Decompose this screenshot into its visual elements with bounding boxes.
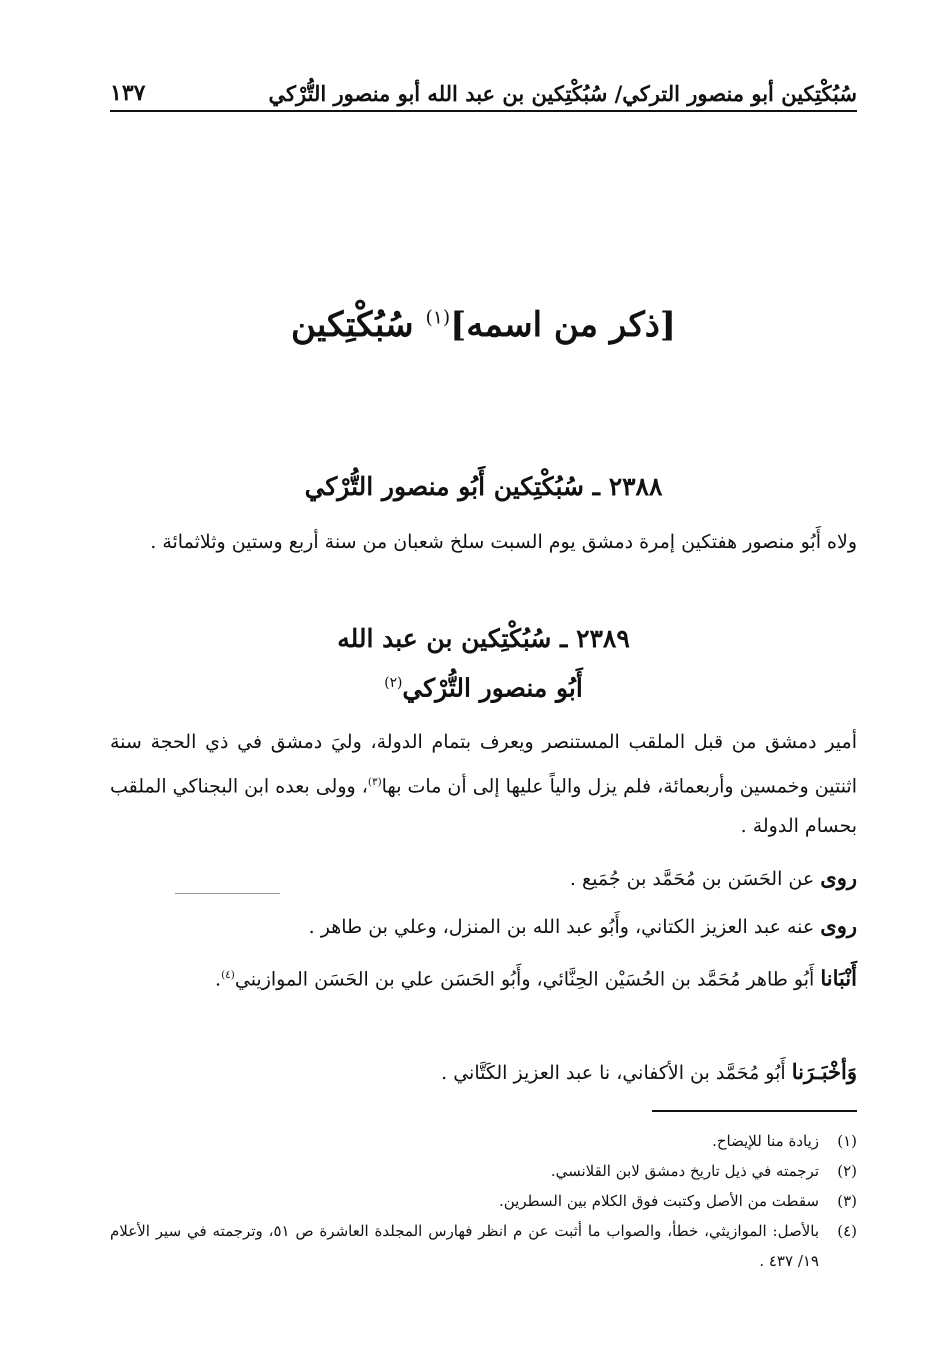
paragraph <box>110 722 857 846</box>
paragraph: ولاه أَبُو منصور هفتكين إمرة دمشق يوم السبت سلخ شعبان من سنة أربع وستين وثلاثمائة . <box>150 531 857 553</box>
footnote-text: ترجمته في ذيل تاريخ دمشق لابن القلانسي. <box>550 1162 819 1180</box>
footnote <box>110 1156 857 1186</box>
footnote-number: (٢) <box>837 1162 857 1180</box>
keyword: روى <box>820 913 857 938</box>
paragraph-text: أَبُو مُحَمَّد بن الأكفاني، نا عبد العزيز الكَتَّاني . <box>441 1062 786 1084</box>
footnote <box>110 1126 857 1156</box>
footnote-number: (٣) <box>837 1192 857 1210</box>
paragraph-text: أَبُو طاهر مُحَمَّد بن الحُسَيْن الحِنَّائي، وأَبُو الحَسَن علي بن الحَسَن الموازيني <box>234 968 815 991</box>
paragraph <box>110 1052 857 1093</box>
paragraph-text: عن الحَسَن بن مُحَمَّد بن جُمَيع . <box>569 868 815 890</box>
paragraph-text: ، وولى بعده ابن البجناكي الملقب بحسام الدولة . <box>110 775 857 838</box>
footnote-rule <box>652 1110 857 1112</box>
paragraph-text: أمير دمشق من قبل الملقب المستنصر ويعرف بتمام الدولة، وليَ دمشق في ذي الحجة سنة اثنتين وخمسين وأربعمائة، فلم يزل والياً عليها إلى أن مات بها <box>110 731 857 798</box>
footnotes <box>110 1126 857 1276</box>
page-number: ١٣٧ <box>110 80 146 106</box>
footnote-text: بالأصل: الموازيثي، خطأ، والصواب ما أثبت عن م انظر فهارس المجلدة العاشرة ص ٥١، وترجمته في سير الأعلام ١٩/ ٤٣٧ . <box>110 1222 820 1270</box>
footnote-text: سقطت من الأصل وكتبت فوق الكلام بين السطرين. <box>498 1192 819 1210</box>
footnote-ref: (٤) <box>221 969 235 981</box>
footnote-number: (٤) <box>837 1222 857 1240</box>
keyword: روى <box>820 865 857 890</box>
footnote-ref: (٢) <box>384 675 403 691</box>
entry-heading <box>110 617 857 710</box>
paragraph <box>110 906 857 947</box>
entry-heading-text: أَبُو منصور التُّرْكي <box>402 673 583 703</box>
header-rule <box>110 110 857 112</box>
section-name: سُبُكْتِكين <box>290 305 414 345</box>
paragraph <box>110 955 857 999</box>
footnote-ref: (١) <box>425 307 451 329</box>
footnote <box>110 1216 857 1276</box>
divider <box>175 893 280 894</box>
keyword: وَأخْبَـرَنا <box>791 1059 857 1084</box>
header-title: سُبُكْتِكين أبو منصور التركي/ سُبُكْتِكين بن عبد الله أبو منصور التُّرْكي <box>268 81 857 106</box>
keyword: أَنْبَانا <box>820 965 857 991</box>
entry-heading: ٢٣٨٨ ـ سُبُكْتِكين أَبُو منصور التُّرْكي <box>304 472 663 501</box>
entry-heading-line <box>110 661 857 710</box>
footnote-number: (١) <box>837 1132 857 1150</box>
section-title-text: [ذكر من اسمه] <box>450 305 677 345</box>
footnote-ref: (٣) <box>367 776 382 788</box>
footnote <box>110 1186 857 1216</box>
running-header <box>110 70 857 106</box>
footnote-text: زيادة منا للإيضاح. <box>712 1132 819 1150</box>
section-title <box>110 305 857 345</box>
paragraph-text: عنه عبد العزيز الكتاني، وأَبُو عبد الله بن المنزل، وعلي بن طاهر . <box>308 916 815 938</box>
paragraph-text: . <box>215 968 222 991</box>
entry-heading-line: ٢٣٨٩ ـ سُبُكْتِكين بن عبد الله <box>337 624 630 653</box>
